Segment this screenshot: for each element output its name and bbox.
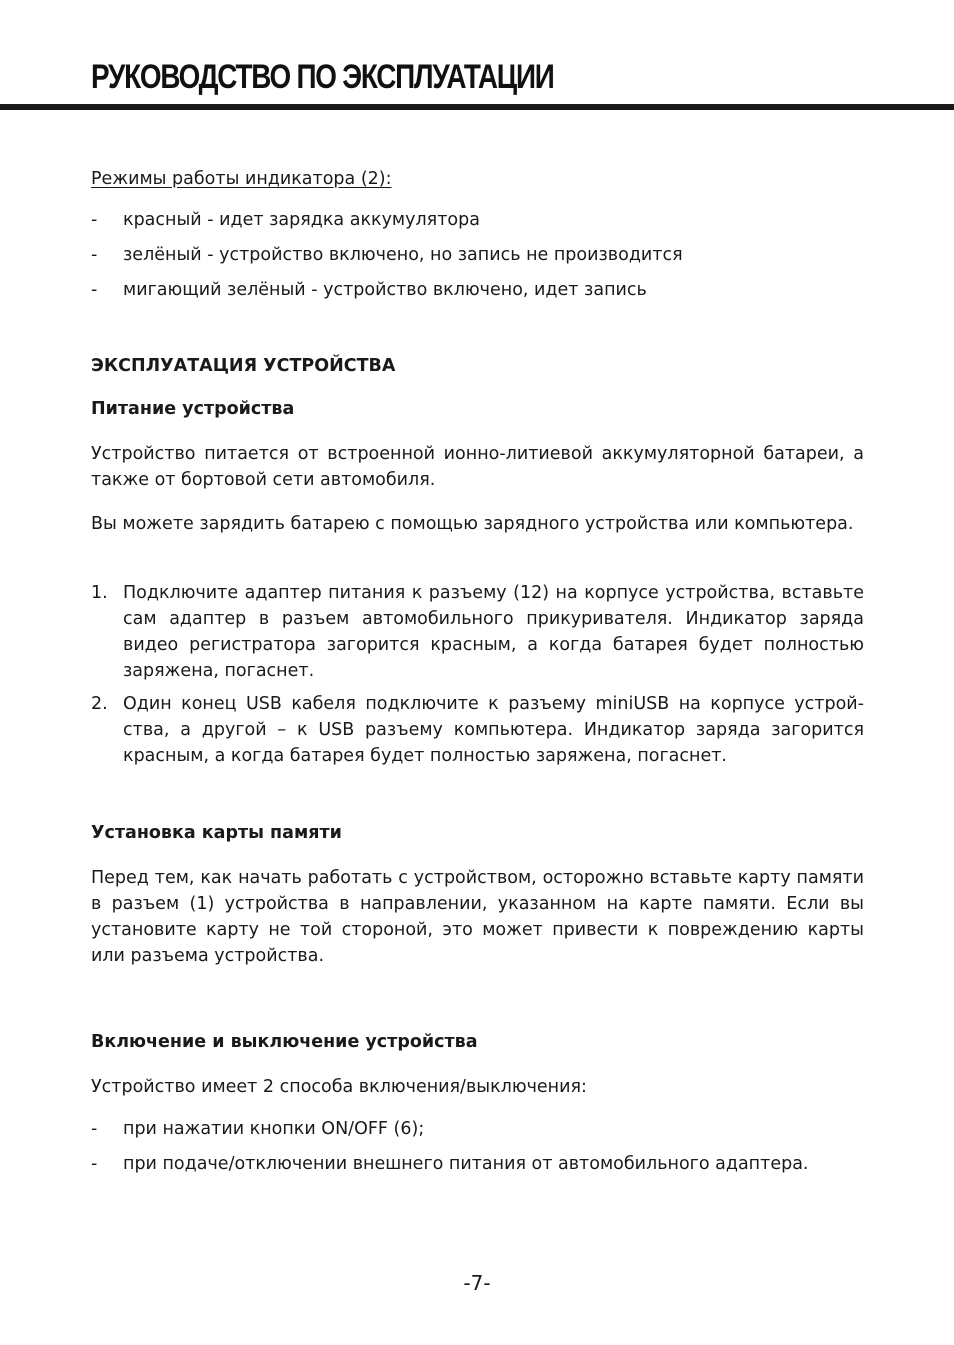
- page-number: -7-: [463, 1271, 491, 1295]
- list-dash: -: [91, 280, 98, 300]
- header-divider: [0, 104, 954, 110]
- step-text: Один конец USB кабеля подключите к разъему miniUSB на корпусе устройства, а другой – к USB разъему компьютера. Индикатор заряда загорится красным, а когда батарея будет полностью заряжена, погаснет.: [123, 694, 864, 766]
- power-paragraph-2: Вы можете зарядить батарею с помощью зарядного устройства или компьютера.: [91, 514, 854, 534]
- subheading-memory-card: Установка карты памяти: [91, 823, 342, 843]
- indicator-mode-text: мигающий зелёный - устройство включено, идет запись: [123, 280, 647, 300]
- step-number: 1.: [91, 583, 108, 603]
- subheading-power: Питание устройства: [91, 399, 295, 419]
- list-dash: -: [91, 1119, 98, 1139]
- section-heading-operation: ЭКСПЛУАТАЦИЯ УСТРОЙСТВА: [91, 356, 396, 376]
- charging-step: [91, 691, 864, 769]
- subheading-on-off: Включение и выключение устройства: [91, 1032, 478, 1052]
- list-dash: -: [91, 210, 98, 230]
- on-off-intro: Устройство имеет 2 способа включения/выключения:: [91, 1077, 587, 1097]
- indicator-modes-title: Режимы работы индикатора (2):: [91, 169, 392, 189]
- list-dash: -: [91, 245, 98, 265]
- indicator-mode-text: зелёный - устройство включено, но запись не производится: [123, 245, 683, 265]
- power-paragraph-1: Устройство питается от встроенной ионно-литиевой аккумуляторной батареи, а также от бортовой сети автомобиля.: [91, 444, 864, 490]
- on-off-method-text: при нажатии кнопки ON/OFF (6);: [123, 1119, 425, 1139]
- list-dash: -: [91, 1154, 98, 1174]
- page-header-title: РУКОВОДСТВО ПО ЭКСПЛУАТАЦИИ: [91, 58, 554, 96]
- step-text: Подключите адаптер питания к разъему (12) на корпусе устройства, вставьте сам адаптер в разъем автомобильного прикуривателя. Индикатор заряда видео регистратора загорится красным, а когда батарея будет полностью заряжена, погаснет.: [123, 583, 864, 681]
- step-number: 2.: [91, 694, 108, 714]
- on-off-method-text: при подаче/отключении внешнего питания от автомобильного адаптера.: [123, 1154, 809, 1174]
- indicator-mode-text: красный - идет зарядка аккумулятора: [123, 210, 480, 230]
- memory-card-paragraph: Перед тем, как начать работать с устройством, осторожно вставьте карту памяти в разъем (1) устройства в направлении, указанном на карте памяти. Если вы установите карту не той стороной, это может привести к повреждению карты или разъема устройства.: [91, 868, 864, 966]
- charging-step: [91, 580, 864, 684]
